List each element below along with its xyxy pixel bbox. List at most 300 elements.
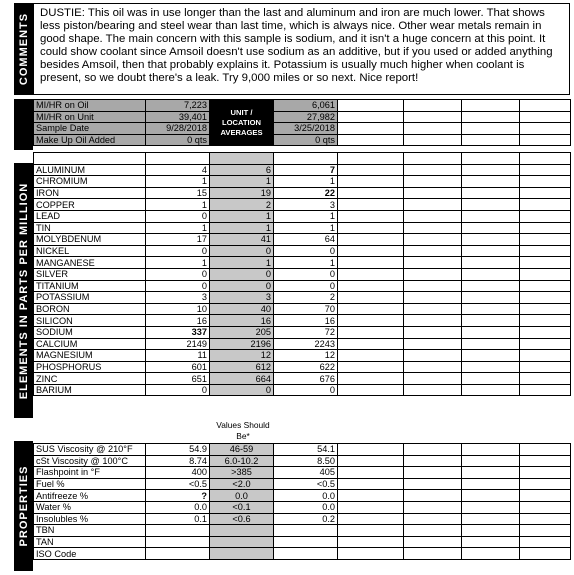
element-current: 4	[146, 164, 210, 176]
info-current: 39,401	[146, 111, 210, 123]
element-average: 19	[210, 187, 274, 199]
element-average: 40	[210, 303, 274, 315]
info-label: Sample Date	[34, 123, 146, 135]
empty-cell	[462, 123, 520, 135]
element-label: NICKEL	[34, 245, 146, 257]
empty-cell	[404, 350, 462, 362]
empty-cell	[338, 536, 404, 548]
empty-cell	[338, 100, 404, 112]
property-label: ISO Code	[34, 548, 146, 560]
empty-cell	[404, 134, 462, 146]
property-row	[34, 513, 571, 525]
empty-cell	[520, 338, 571, 350]
empty-cell	[404, 234, 462, 246]
empty-cell	[404, 153, 462, 165]
element-row	[34, 257, 571, 269]
empty-cell	[520, 326, 571, 338]
property-prior: 0.2	[274, 513, 338, 525]
empty-cell	[520, 268, 571, 280]
element-row	[34, 303, 571, 315]
empty-cell	[338, 315, 404, 327]
empty-cell	[462, 467, 520, 479]
property-should-be: <2.0	[210, 478, 274, 490]
property-current: 400	[146, 467, 210, 479]
element-row	[34, 384, 571, 396]
empty-cell	[520, 100, 571, 112]
empty-cell	[462, 199, 520, 211]
empty-cell	[338, 164, 404, 176]
empty-cell	[338, 384, 404, 396]
empty-cell	[338, 153, 404, 165]
empty-cell	[404, 444, 462, 456]
element-average: 664	[210, 373, 274, 385]
element-average: 16	[210, 315, 274, 327]
property-row	[34, 444, 571, 456]
empty-cell	[404, 455, 462, 467]
element-current: 0	[146, 280, 210, 292]
property-prior: 54.1	[274, 444, 338, 456]
element-row	[34, 350, 571, 362]
empty-cell	[404, 384, 462, 396]
empty-cell	[520, 234, 571, 246]
property-should-be	[210, 548, 274, 560]
empty-cell	[462, 536, 520, 548]
empty-cell	[404, 303, 462, 315]
element-prior: 1	[274, 210, 338, 222]
element-average: 1	[210, 257, 274, 269]
element-current: 601	[146, 361, 210, 373]
property-should-be	[210, 525, 274, 537]
empty-cell	[520, 210, 571, 222]
empty-cell	[338, 455, 404, 467]
info-table	[33, 99, 571, 146]
empty-cell	[462, 210, 520, 222]
empty-cell	[404, 280, 462, 292]
element-prior: 622	[274, 361, 338, 373]
property-should-be	[210, 536, 274, 548]
properties-sidebar	[14, 441, 33, 571]
comments-box	[33, 3, 570, 95]
empty-cell	[404, 467, 462, 479]
element-row	[34, 373, 571, 385]
empty-cell	[520, 153, 571, 165]
empty-cell	[462, 478, 520, 490]
empty-cell	[462, 187, 520, 199]
comments-label: COMMENTS	[17, 12, 30, 86]
property-row	[34, 455, 571, 467]
element-current: 1	[146, 222, 210, 234]
element-row	[34, 176, 571, 188]
element-prior: 1	[274, 257, 338, 269]
empty-cell	[338, 326, 404, 338]
info-row	[34, 111, 571, 123]
element-row	[34, 280, 571, 292]
property-current: 0.1	[146, 513, 210, 525]
element-prior: 22	[274, 187, 338, 199]
empty-cell	[404, 245, 462, 257]
empty-cell	[520, 455, 571, 467]
empty-cell	[520, 361, 571, 373]
info-current: 0 qts	[146, 134, 210, 146]
empty-cell	[338, 292, 404, 304]
property-should-be: >385	[210, 467, 274, 479]
empty-cell	[520, 536, 571, 548]
empty-cell	[338, 373, 404, 385]
empty-cell	[404, 222, 462, 234]
property-prior: 405	[274, 467, 338, 479]
property-prior	[274, 548, 338, 560]
element-label: LEAD	[34, 210, 146, 222]
empty-cell	[338, 350, 404, 362]
empty-cell	[338, 478, 404, 490]
empty-cell	[462, 164, 520, 176]
empty-cell	[404, 100, 462, 112]
elements-sidebar	[14, 163, 33, 418]
element-prior: 2	[274, 292, 338, 304]
empty-cell	[210, 153, 274, 165]
empty-cell	[404, 490, 462, 502]
property-should-be: <0.6	[210, 513, 274, 525]
element-prior: 16	[274, 315, 338, 327]
element-row	[34, 245, 571, 257]
element-average: 612	[210, 361, 274, 373]
property-prior: 0.0	[274, 490, 338, 502]
property-row	[34, 478, 571, 490]
empty-cell	[462, 234, 520, 246]
empty-cell	[338, 123, 404, 135]
property-label: cSt Viscosity @ 100°C	[34, 455, 146, 467]
element-row	[34, 326, 571, 338]
property-row	[34, 490, 571, 502]
info-current: 9/28/2018	[146, 123, 210, 135]
element-current: 651	[146, 373, 210, 385]
element-row	[34, 292, 571, 304]
empty-cell	[520, 187, 571, 199]
empty-cell	[520, 315, 571, 327]
comments-text: DUSTIE: This oil was in use longer than the last and aluminum and iron are much lower. That shows less piston/bearing and steel wear than last time, which is always nice. Other wear metals remain in good shape. The main concern with this sample is sodium, and it isn't a huge concern at this point. It could show coolant since Amsoil doesn't use sodium as an additive, but if you used or added anything besides Amsoil, then that probably explains it. Potassium is usually much higher when coolant is present, so we doubt there's a leak. Try 9,000 miles or so next. Nice report!	[40, 7, 553, 85]
element-current: 0	[146, 384, 210, 396]
element-current: 16	[146, 315, 210, 327]
property-current: 54.9	[146, 444, 210, 456]
property-row	[34, 525, 571, 537]
empty-cell	[520, 467, 571, 479]
empty-cell	[404, 315, 462, 327]
empty-cell	[462, 222, 520, 234]
element-average: 3	[210, 292, 274, 304]
element-current: 17	[146, 234, 210, 246]
element-row	[34, 187, 571, 199]
empty-cell	[462, 303, 520, 315]
empty-cell	[34, 153, 146, 165]
element-row	[34, 164, 571, 176]
empty-cell	[404, 111, 462, 123]
elements-table	[33, 152, 571, 396]
empty-cell	[338, 338, 404, 350]
element-average: 2196	[210, 338, 274, 350]
element-current: 1	[146, 199, 210, 211]
empty-cell	[338, 257, 404, 269]
empty-cell	[520, 245, 571, 257]
empty-cell	[338, 234, 404, 246]
element-label: COPPER	[34, 199, 146, 211]
empty-cell	[520, 280, 571, 292]
element-current: 1	[146, 257, 210, 269]
empty-cell	[338, 467, 404, 479]
empty-cell	[338, 187, 404, 199]
empty-cell	[520, 490, 571, 502]
empty-cell	[520, 111, 571, 123]
empty-cell	[404, 361, 462, 373]
element-current: 10	[146, 303, 210, 315]
element-average: 1	[210, 222, 274, 234]
empty-cell	[520, 164, 571, 176]
empty-cell	[404, 548, 462, 560]
property-prior: <0.5	[274, 478, 338, 490]
empty-cell	[462, 245, 520, 257]
empty-cell	[404, 536, 462, 548]
empty-cell	[404, 525, 462, 537]
values-should-be-note: Values Should Be*	[216, 420, 270, 441]
empty-cell	[462, 444, 520, 456]
empty-cell	[462, 513, 520, 525]
property-current: 8.74	[146, 455, 210, 467]
element-current: 1	[146, 176, 210, 188]
empty-cell	[520, 199, 571, 211]
empty-cell	[462, 326, 520, 338]
empty-cell	[404, 164, 462, 176]
empty-cell	[404, 268, 462, 280]
info-label: MI/HR on Oil	[34, 100, 146, 112]
element-row	[34, 268, 571, 280]
property-current	[146, 548, 210, 560]
element-prior: 1	[274, 176, 338, 188]
info-row	[34, 134, 571, 146]
property-current: <0.5	[146, 478, 210, 490]
empty-cell	[338, 444, 404, 456]
empty-cell	[338, 245, 404, 257]
property-label: TAN	[34, 536, 146, 548]
element-current: 11	[146, 350, 210, 362]
element-row	[34, 315, 571, 327]
element-label: MAGNESIUM	[34, 350, 146, 362]
element-label: CHROMIUM	[34, 176, 146, 188]
empty-cell	[520, 350, 571, 362]
element-label: BORON	[34, 303, 146, 315]
empty-cell	[338, 513, 404, 525]
property-should-be: 0.0	[210, 490, 274, 502]
element-label: PHOSPHORUS	[34, 361, 146, 373]
empty-cell	[338, 280, 404, 292]
empty-cell	[462, 176, 520, 188]
empty-cell	[520, 176, 571, 188]
info-label: Make Up Oil Added	[34, 134, 146, 146]
element-prior: 0	[274, 268, 338, 280]
property-prior	[274, 536, 338, 548]
empty-cell	[462, 280, 520, 292]
element-average: 0	[210, 245, 274, 257]
element-average: 0	[210, 280, 274, 292]
element-prior: 72	[274, 326, 338, 338]
empty-cell	[520, 444, 571, 456]
element-average: 1	[210, 176, 274, 188]
empty-cell	[404, 501, 462, 513]
element-prior: 2243	[274, 338, 338, 350]
empty-cell	[520, 123, 571, 135]
element-row	[34, 210, 571, 222]
empty-cell	[462, 361, 520, 373]
element-prior: 64	[274, 234, 338, 246]
empty-cell	[404, 257, 462, 269]
empty-cell	[462, 268, 520, 280]
empty-cell	[462, 350, 520, 362]
empty-cell	[404, 513, 462, 525]
property-should-be: 6.0-10.2	[210, 455, 274, 467]
property-current	[146, 536, 210, 548]
element-label: ZINC	[34, 373, 146, 385]
empty-cell	[462, 338, 520, 350]
empty-cell	[462, 153, 520, 165]
empty-cell	[338, 268, 404, 280]
empty-cell	[404, 326, 462, 338]
property-prior: 0.0	[274, 501, 338, 513]
empty-cell	[338, 210, 404, 222]
property-label: Water %	[34, 501, 146, 513]
element-row	[34, 338, 571, 350]
empty-cell	[338, 490, 404, 502]
element-current: 0	[146, 245, 210, 257]
empty-cell	[404, 292, 462, 304]
empty-cell	[462, 490, 520, 502]
empty-cell	[338, 199, 404, 211]
info-row	[34, 123, 571, 135]
property-current	[146, 525, 210, 537]
properties-table	[33, 443, 571, 560]
property-label: TBN	[34, 525, 146, 537]
element-label: SILVER	[34, 268, 146, 280]
element-average: 6	[210, 164, 274, 176]
empty-cell	[338, 134, 404, 146]
empty-cell	[520, 384, 571, 396]
empty-cell	[404, 210, 462, 222]
properties-label: PROPERTIES	[17, 465, 30, 547]
info-prior: 27,982	[274, 111, 338, 123]
element-average: 0	[210, 268, 274, 280]
info-prior: 3/25/2018	[274, 123, 338, 135]
empty-cell	[338, 525, 404, 537]
property-label: SUS Viscosity @ 210°F	[34, 444, 146, 456]
element-prior: 3	[274, 199, 338, 211]
empty-cell	[520, 373, 571, 385]
element-label: ALUMINUM	[34, 164, 146, 176]
element-current: 3	[146, 292, 210, 304]
empty-cell	[338, 548, 404, 560]
element-prior: 0	[274, 245, 338, 257]
comments-sidebar	[14, 3, 33, 95]
element-label: MANGANESE	[34, 257, 146, 269]
element-row	[34, 222, 571, 234]
info-label: MI/HR on Unit	[34, 111, 146, 123]
empty-cell	[462, 455, 520, 467]
property-prior: 8.50	[274, 455, 338, 467]
element-label: BARIUM	[34, 384, 146, 396]
element-prior: 676	[274, 373, 338, 385]
empty-cell	[520, 478, 571, 490]
element-row	[34, 361, 571, 373]
element-label: TITANIUM	[34, 280, 146, 292]
element-current: 15	[146, 187, 210, 199]
element-label: MOLYBDENUM	[34, 234, 146, 246]
property-should-be: <0.1	[210, 501, 274, 513]
element-label: TIN	[34, 222, 146, 234]
elements-label: ELEMENTS IN PARTS PER MILLION	[17, 182, 30, 399]
element-prior: 1	[274, 222, 338, 234]
empty-cell	[338, 303, 404, 315]
empty-cell	[404, 123, 462, 135]
empty-cell	[274, 153, 338, 165]
empty-cell	[338, 361, 404, 373]
empty-cell	[404, 478, 462, 490]
empty-cell	[404, 187, 462, 199]
property-row	[34, 548, 571, 560]
element-label: IRON	[34, 187, 146, 199]
element-current: 0	[146, 210, 210, 222]
averages-header: UNIT / LOCATION AVERAGES	[210, 100, 274, 146]
property-current: ?	[146, 490, 210, 502]
element-prior: 70	[274, 303, 338, 315]
element-prior: 0	[274, 280, 338, 292]
element-row	[34, 199, 571, 211]
element-average: 205	[210, 326, 274, 338]
element-average: 2	[210, 199, 274, 211]
property-row	[34, 467, 571, 479]
element-current: 2149	[146, 338, 210, 350]
info-prior: 6,061	[274, 100, 338, 112]
info-sidebar	[14, 99, 33, 150]
empty-cell	[520, 257, 571, 269]
empty-cell	[338, 501, 404, 513]
empty-cell	[146, 153, 210, 165]
empty-cell	[520, 525, 571, 537]
empty-cell	[462, 100, 520, 112]
empty-cell	[462, 501, 520, 513]
property-row	[34, 536, 571, 548]
empty-cell	[520, 292, 571, 304]
info-row	[34, 100, 571, 112]
empty-cell	[462, 525, 520, 537]
element-average: 41	[210, 234, 274, 246]
info-current: 7,223	[146, 100, 210, 112]
property-row	[34, 501, 571, 513]
element-prior: 7	[274, 164, 338, 176]
empty-cell	[462, 384, 520, 396]
empty-cell	[462, 315, 520, 327]
empty-cell	[338, 222, 404, 234]
element-current: 337	[146, 326, 210, 338]
element-label: SILICON	[34, 315, 146, 327]
empty-cell	[462, 373, 520, 385]
element-label: CALCIUM	[34, 338, 146, 350]
empty-cell	[404, 373, 462, 385]
empty-cell	[338, 111, 404, 123]
empty-cell	[404, 176, 462, 188]
element-label: SODIUM	[34, 326, 146, 338]
property-current: 0.0	[146, 501, 210, 513]
empty-cell	[520, 303, 571, 315]
element-average: 0	[210, 384, 274, 396]
info-prior: 0 qts	[274, 134, 338, 146]
empty-cell	[520, 513, 571, 525]
element-prior: 0	[274, 384, 338, 396]
